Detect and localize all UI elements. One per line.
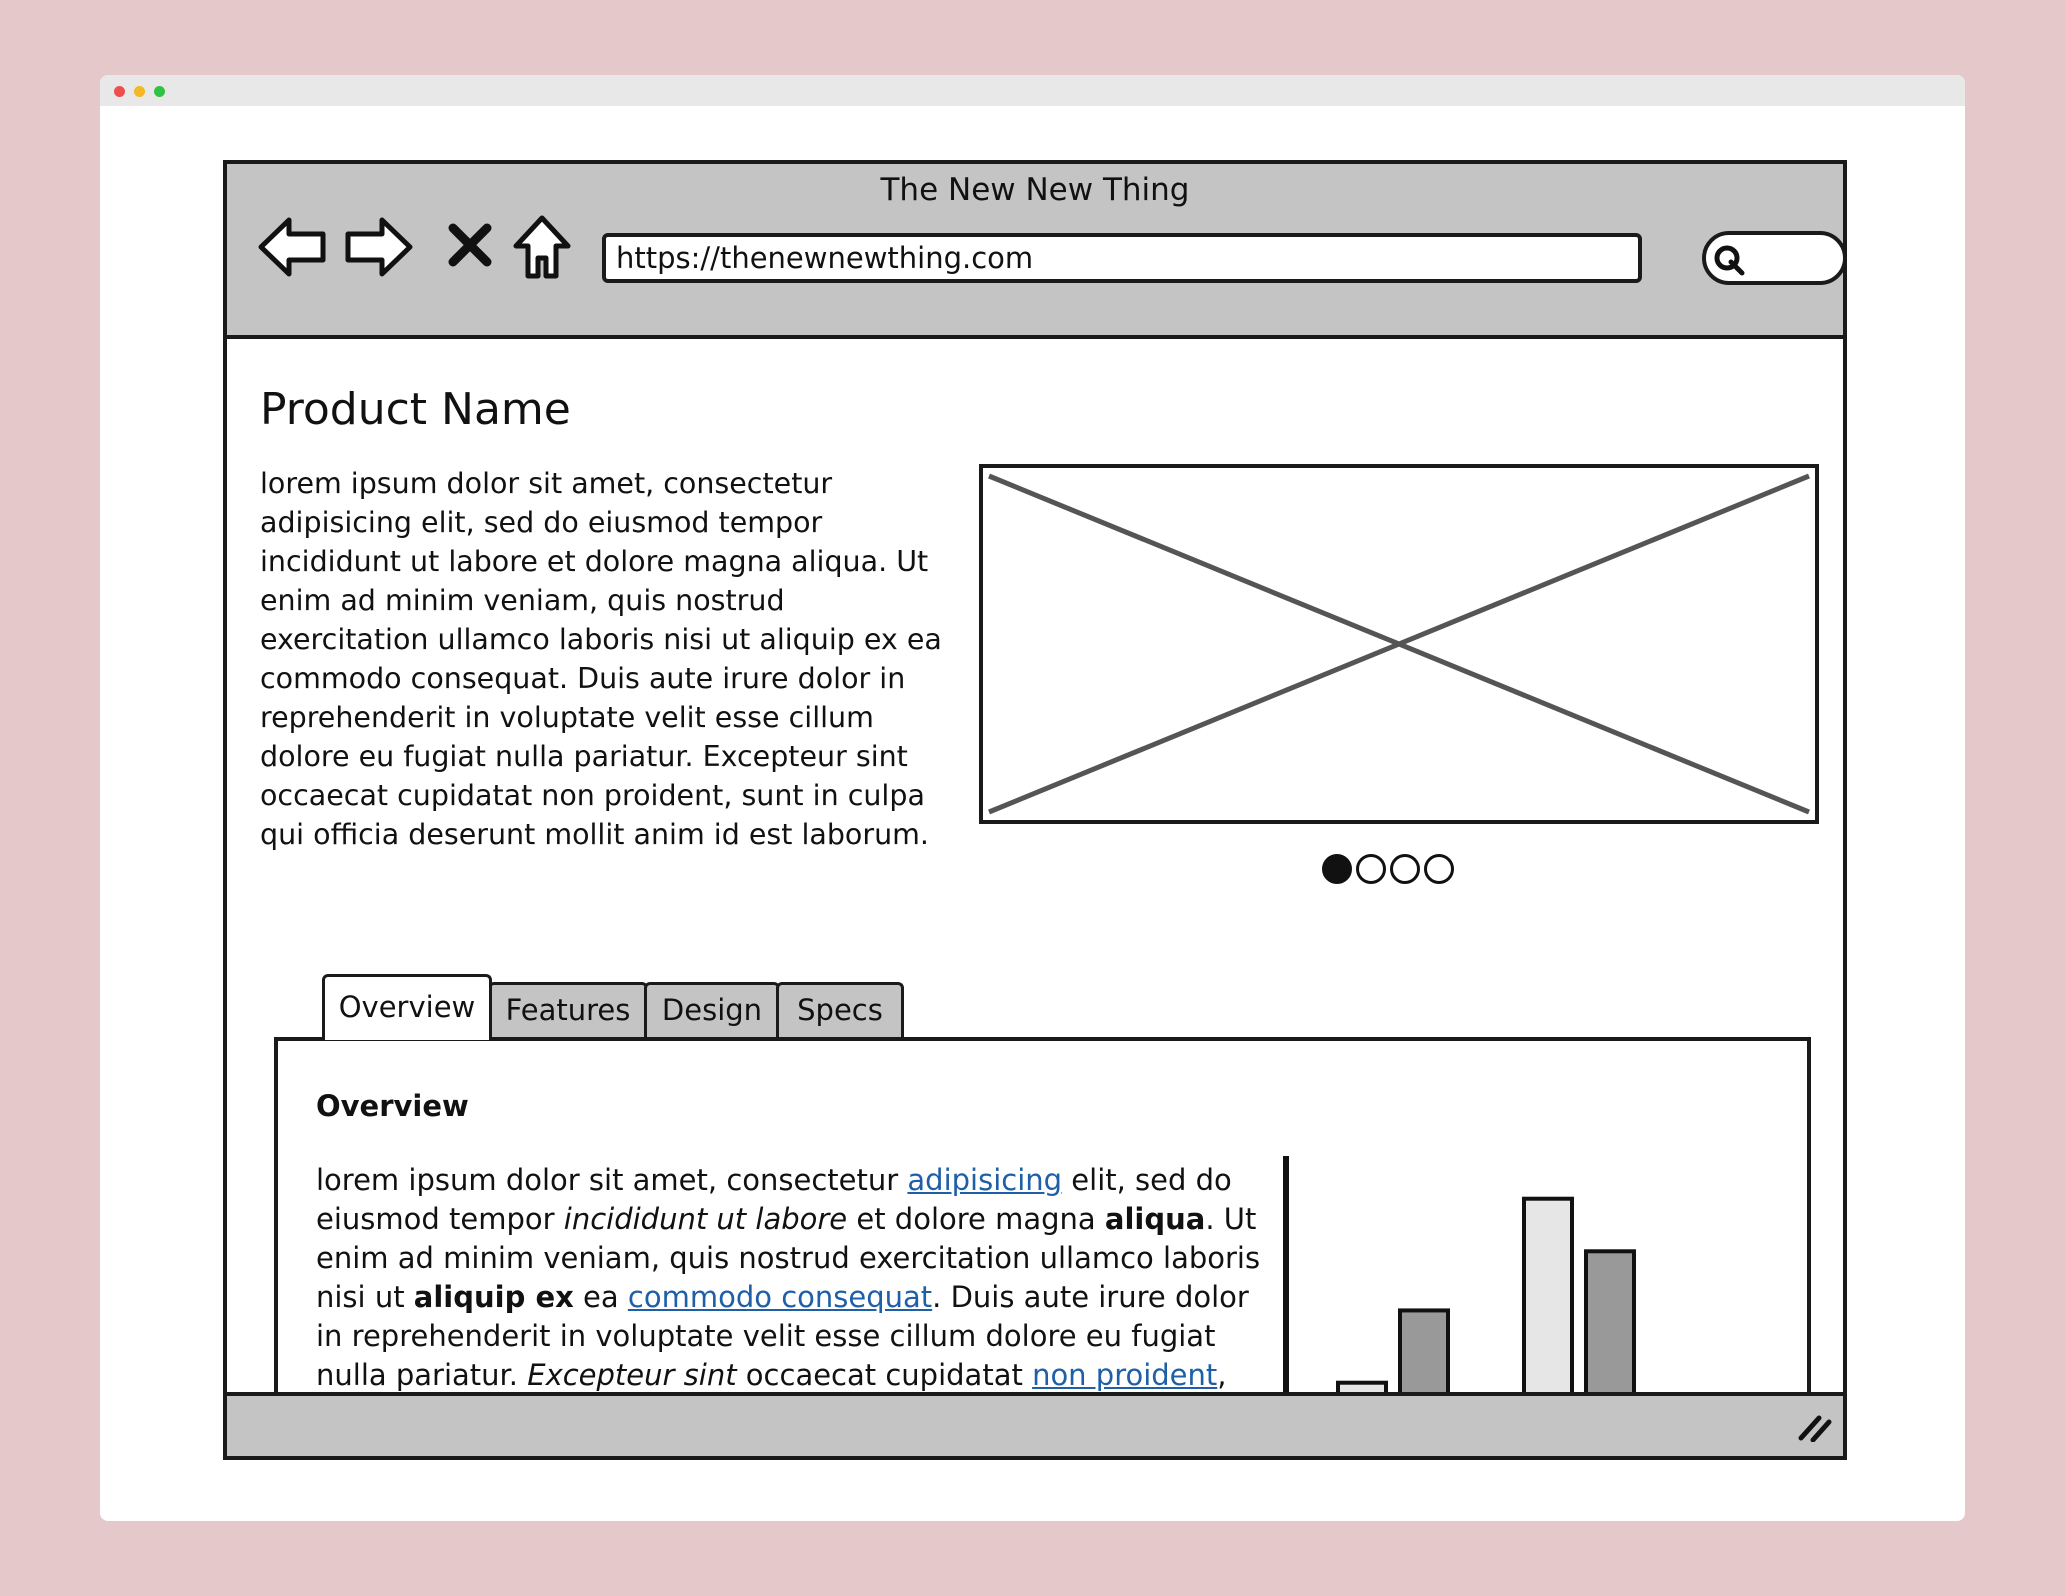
link-adipisicing[interactable]: adipisicing [907,1163,1063,1197]
carousel-dot-2[interactable] [1356,854,1386,884]
panel-text-part: et dolore magna [847,1202,1105,1236]
panel-text-bold: aliqua [1104,1202,1206,1236]
panel-text-part: elit, sed do eiusmod tempor [316,1163,1232,1236]
close-icon[interactable] [447,222,493,268]
browser-toolbar [227,164,1843,339]
url-input[interactable]: https://thenewnewthing.com [602,233,1642,283]
chart-bar-5 [1586,1251,1634,1409]
panel-text-bold: aliquip ex [413,1280,574,1314]
outer-titlebar [100,75,1965,106]
panel-text-italic: incididunt ut labore [563,1202,848,1236]
panel-heading: Overview [316,1089,469,1123]
carousel-dot-4[interactable] [1424,854,1454,884]
bar-chart [1283,1156,1753,1416]
status-bar [227,1392,1843,1456]
tab-overview[interactable]: Overview [322,974,492,1040]
maximize-dot-icon[interactable] [154,86,165,97]
panel-text-part: lorem ipsum dolor sit amet, consectetur [316,1163,908,1197]
search-icon [1712,243,1746,277]
carousel-indicators [1322,854,1454,890]
carousel-dot-1[interactable] [1322,854,1352,884]
tab-specs[interactable]: Specs [776,982,904,1040]
product-title: Product Name [260,384,571,435]
panel-text-part: . Ut enim ad minim veniam, quis nostrud exercitation ullamco laboris nisi ut [316,1202,1261,1314]
image-placeholder-cross-icon [983,468,1815,820]
back-arrow-icon[interactable] [257,214,329,280]
image-placeholder [979,464,1819,824]
search-input[interactable] [1702,231,1847,285]
link-commodo-consequat[interactable]: commodo consequat [627,1280,933,1314]
browser-title: The New New Thing [880,172,1190,208]
panel-text-part: occaecat cupidatat [736,1358,1033,1392]
resize-grip-icon[interactable] [1797,1412,1833,1442]
panel-text-part: . Duis aute irure dolor in reprehenderit in voluptate velit esse cillum dolore eu fugiat nulla pariatur. [316,1280,1249,1392]
home-icon[interactable] [512,214,572,280]
tab-features[interactable]: Features [488,982,648,1040]
panel-text-part: ea [573,1280,628,1314]
outer-window [100,75,1965,1521]
panel-text-part: , [1217,1358,1227,1392]
link-non-proident[interactable]: non proident [1032,1358,1218,1392]
panel-text-italic: Excepteur sint [527,1358,737,1392]
product-description: lorem ipsum dolor sit amet, consectetur adipisicing elit, sed do eiusmod tempor incididunt ut labore et dolore magna aliqua. Ut enim ad minim veniam, quis nostrud exercitation ullamco laboris nisi ut aliquip ex ea commodo consequat. Duis aute irure dolor in reprehenderit in voluptate velit esse cillum dolore eu fugiat nulla pariatur. Excepteur sint occaecat cupidatat non proident, sunt in culpa qui officia deserunt mollit anim id est laborum. [260,467,942,851]
carousel-dot-3[interactable] [1390,854,1420,884]
browser-window [223,160,1847,1460]
forward-arrow-icon[interactable] [342,214,414,280]
chart-bar-4 [1524,1199,1572,1409]
minimize-dot-icon[interactable] [134,86,145,97]
tab-design[interactable]: Design [644,982,780,1040]
close-dot-icon[interactable] [114,86,125,97]
